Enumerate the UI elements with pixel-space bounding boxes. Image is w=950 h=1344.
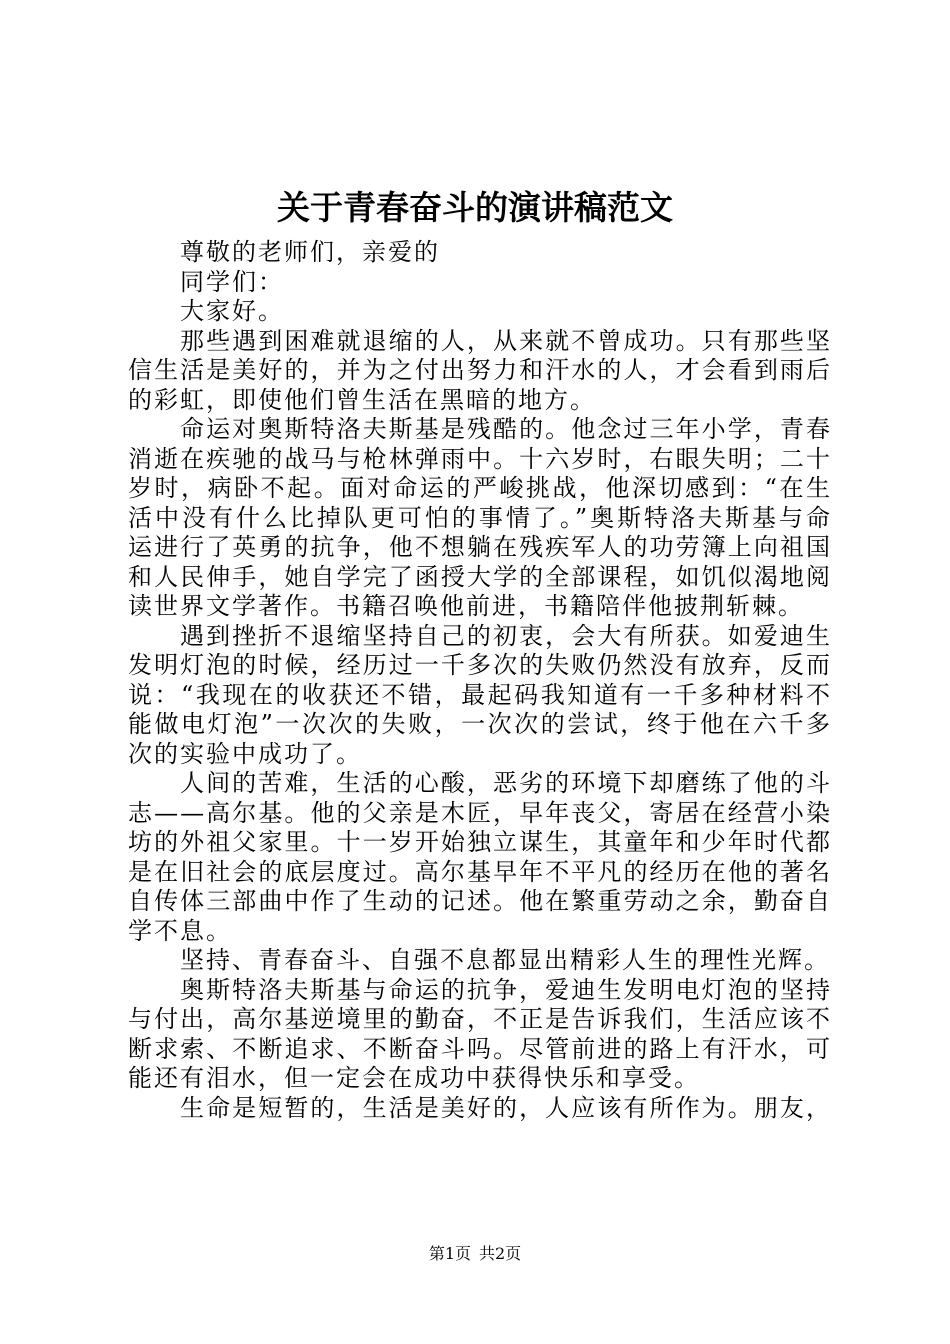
page-footer xyxy=(0,1243,950,1265)
text-line: 人间的苦难，生活的心酸，恶劣的环境下却磨练了他的斗 xyxy=(180,769,832,797)
text-line: 活中没有什么比掉队更可怕的事情了。”奥斯特洛夫斯基与命 xyxy=(128,503,832,532)
text-line: 与付出，高尔基逆境里的勤奋，不正是告诉我们，生活应该不 xyxy=(128,1005,832,1033)
text-line: 尊敬的老师们，亲爱的 xyxy=(180,238,440,266)
text-line: 的彩虹，即使他们曾生活在黑暗的地方。 xyxy=(128,385,596,414)
text-line: 运进行了英勇的抗争，他不想躺在残疾军人的功劳簿上向祖国 xyxy=(128,533,832,561)
text-line: 大家好。 xyxy=(180,297,284,325)
text-line: 是在旧社会的底层度过。高尔基早年不平凡的经历在他的著名 xyxy=(128,857,832,886)
page-number: 第1页 xyxy=(428,1244,471,1263)
text-line: 说：“我现在的收获还不错，最起码我知道有一千多种材料不 xyxy=(128,680,832,709)
text-line: 志——高尔基。他的父亲是木匠，早年丧父，寄居在经营小染 xyxy=(128,798,832,827)
text-line: 断求索、不断追求、不断奋斗吗。尽管前进的路上有汗水，可 xyxy=(128,1034,832,1063)
text-line: 命运对奥斯特洛夫斯基是残酷的。他念过三年小学，青春 xyxy=(180,415,832,443)
body-text xyxy=(128,238,832,1123)
text-line: 坚持、青春奋斗、自强不息都显出精彩人生的理性光辉。 xyxy=(180,946,830,974)
text-line: 消逝在疾驰的战马与枪林弹雨中。十六岁时，右眼失明；二十 xyxy=(128,444,832,473)
text-line: 岁时，病卧不起。面对命运的严峻挑战，他深切感到：“在生 xyxy=(128,474,832,502)
text-line: 学不息。 xyxy=(128,916,232,945)
text-line: 和人民伸手，她自学完了函授大学的全部课程，如饥似渴地阅 xyxy=(128,562,832,591)
text-line: 遇到挫折不退缩坚持自己的初衷，会大有所获。如爱迪生 xyxy=(180,621,832,650)
text-line: 读世界文学著作。书籍召唤他前进，书籍陪伴他披荆斩棘。 xyxy=(128,592,804,620)
text-line: 自传体三部曲中作了生动的记述。他在繁重劳动之余，勤奋自 xyxy=(128,887,832,915)
text-line: 生命是短暂的，生活是美好的，人应该有所作为。朋友， xyxy=(180,1093,832,1122)
text-line: 能还有泪水，但一定会在成功中获得快乐和享受。 xyxy=(128,1064,700,1092)
page-total: 共2页 xyxy=(479,1244,522,1263)
text-line: 同学们： xyxy=(180,267,284,296)
page-title: 关于青春奋斗的演讲稿范文 xyxy=(277,188,673,227)
text-line: 那些遇到困难就退缩的人，从来就不曾成功。只有那些坚 xyxy=(180,326,832,355)
text-line: 坊的外祖父家里。十一岁开始独立谋生，其童年和少年时代都 xyxy=(128,828,832,856)
text-line: 能做电灯泡”一次次的失败，一次次的尝试，终于他在六千多 xyxy=(128,710,832,738)
text-line: 发明灯泡的时候，经历过一千多次的失败仍然没有放弃，反而 xyxy=(128,651,832,679)
text-line: 次的实验中成功了。 xyxy=(128,739,362,768)
text-line: 奥斯特洛夫斯基与命运的抗争，爱迪生发明电灯泡的坚持 xyxy=(180,975,832,1004)
text-line: 信生活是美好的，并为之付出努力和汗水的人，才会看到雨后 xyxy=(128,356,832,384)
